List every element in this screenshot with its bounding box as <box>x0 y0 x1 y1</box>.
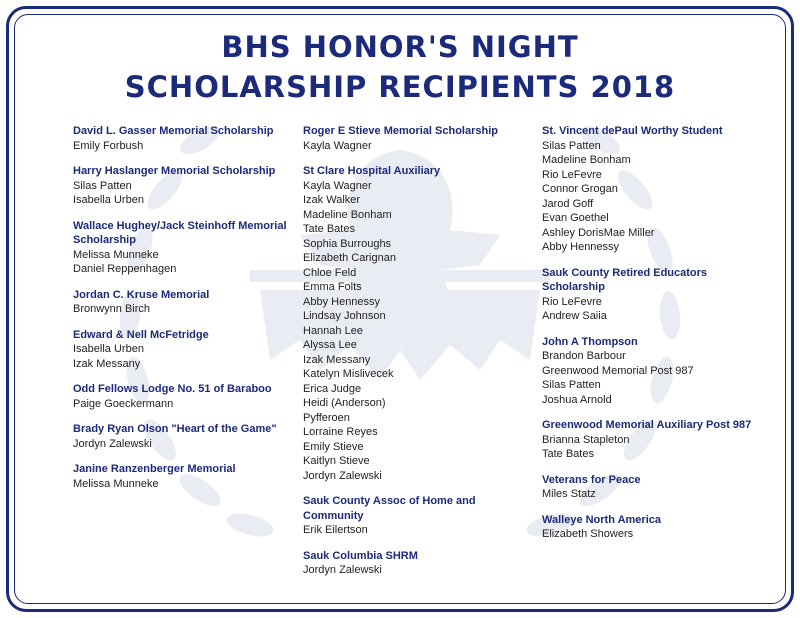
scholarship-entry <box>73 422 298 451</box>
recipient-name: Madeline Bonham <box>542 154 631 166</box>
recipient-name: Lindsay Johnson <box>303 310 386 322</box>
recipient-name: Tate Bates <box>303 223 355 235</box>
recipient-name: Melissa Munneke <box>73 248 159 261</box>
recipient-name: Erica Judge <box>303 382 362 395</box>
scholarship-title: Brady Ryan Olson "Heart of the Game" <box>73 423 277 435</box>
scholarship-entry <box>303 124 528 153</box>
scholarship-entry <box>73 382 298 411</box>
scholarship-title: Wallace Hughey/Jack Steinhoff Memorial Scholarship <box>73 219 287 246</box>
scholarship-title: David L. Gasser Memorial Scholarship <box>73 125 274 137</box>
recipient-name: Izak Messany <box>303 353 371 366</box>
scholarship-title: Sauk Columbia SHRM <box>303 549 418 562</box>
recipient-name: Kayla Wagner <box>303 139 372 152</box>
page-title-line-1: BHS HONOR'S NIGHT <box>221 30 579 64</box>
recipient-name: Elizabeth Carignan <box>303 252 396 264</box>
recipient-name: Isabella Urben <box>73 194 144 206</box>
recipient-name: Joshua Arnold <box>542 393 612 406</box>
scholarship-entry <box>303 549 528 578</box>
scholarship-title: Greenwood Memorial Auxiliary Post 987 <box>542 419 752 431</box>
scholarship-title: Edward & Nell McFetridge <box>73 328 209 341</box>
scholarship-title: Walleye North America <box>542 513 662 526</box>
scholarship-entry <box>303 494 528 538</box>
recipient-name: Melissa Munneke <box>73 477 159 490</box>
recipient-name: Brandon Barbour <box>542 350 626 362</box>
recipient-name: Miles Statz <box>542 488 596 500</box>
page-title-line-2: SCHOLARSHIP RECIPIENTS 2018 <box>124 70 676 104</box>
recipient-name: Ashley DorisMae Miller <box>542 226 655 239</box>
scholarship-entry <box>542 473 767 502</box>
column-1 <box>73 124 298 502</box>
recipient-name: Kaitlyn Stieve <box>303 455 370 467</box>
recipient-name: Paige Goeckermann <box>73 397 174 410</box>
recipient-name: Abby Hennessy <box>303 295 381 308</box>
recipient-name: Alyssa Lee <box>303 339 357 351</box>
recipient-name: Rio LeFevre <box>542 295 602 308</box>
recipient-name: Izak Messany <box>73 357 141 370</box>
recipient-name: Heidi (Anderson) <box>303 397 386 409</box>
recipient-name: Erik Eilertson <box>303 524 368 536</box>
recipient-name: Emma Folts <box>303 281 362 293</box>
scholarship-entry <box>73 164 298 208</box>
scholarship-entry <box>73 462 298 491</box>
scholarship-entry <box>542 266 767 324</box>
scholarship-title: St Clare Hospital Auxiliary <box>303 165 441 177</box>
recipient-name: Isabella Urben <box>73 343 144 355</box>
recipient-name: Rio LeFevre <box>542 168 602 181</box>
scholarship-entry <box>73 124 298 153</box>
scholarship-title: Roger E Stieve Memorial Scholarship <box>303 125 499 137</box>
scholarship-entry <box>542 124 767 255</box>
scholarship-title: St. Vincent dePaul Worthy Student <box>542 125 723 137</box>
recipient-name: Silas Patten <box>542 139 601 152</box>
scholarship-title: Sauk County Assoc of Home and Community <box>303 495 476 522</box>
recipient-name: Greenwood Memorial Post 987 <box>542 364 694 377</box>
recipient-name: Abby Hennessy <box>542 241 620 253</box>
scholarship-entry <box>303 164 528 483</box>
column-3 <box>542 124 767 553</box>
recipient-name: Tate Bates <box>542 448 594 460</box>
recipient-name: Katelyn Mislivecek <box>303 368 394 380</box>
recipient-name: Elizabeth Showers <box>542 528 634 540</box>
recipient-name: Izak Walker <box>303 194 361 206</box>
recipient-name: Pyfferoen <box>303 411 350 424</box>
scholarship-title: Sauk County Retired Educators Scholarship <box>542 266 708 293</box>
scholarship-entry <box>73 328 298 372</box>
scholarship-entry <box>542 513 767 542</box>
recipient-name: Emily Stieve <box>303 440 364 453</box>
recipient-name: Jarod Goff <box>542 197 594 210</box>
recipient-name: Evan Goethel <box>542 212 609 224</box>
recipient-name: Chloe Feld <box>303 266 357 279</box>
recipient-name: Jordyn Zalewski <box>303 469 382 482</box>
scholarship-title: Veterans for Peace <box>542 473 641 486</box>
recipient-name: Andrew Saiia <box>542 310 607 322</box>
recipient-name: Daniel Reppenhagen <box>73 263 177 275</box>
scholarship-title: John A Thompson <box>542 335 638 348</box>
recipient-name: Jordyn Zalewski <box>303 564 382 576</box>
scholarship-title: Jordan C. Kruse Memorial <box>73 288 210 301</box>
recipient-name: Emily Forbush <box>73 139 144 152</box>
recipient-name: Silas Patten <box>542 379 601 391</box>
scholarship-entry <box>73 288 298 317</box>
scholarship-title: Odd Fellows Lodge No. 51 of Baraboo <box>73 383 272 395</box>
column-2 <box>303 124 528 589</box>
recipient-name: Lorraine Reyes <box>303 426 378 438</box>
recipient-name: Hannah Lee <box>303 324 363 337</box>
scholarship-entry <box>542 335 767 408</box>
scholarship-entry <box>73 219 298 277</box>
recipient-name: Connor Grogan <box>542 183 618 195</box>
recipient-name: Madeline Bonham <box>303 208 392 221</box>
recipient-name: Jordyn Zalewski <box>73 437 152 450</box>
recipient-name: Kayla Wagner <box>303 179 372 192</box>
recipient-name: Sophia Burroughs <box>303 237 392 250</box>
recipient-name: Silas Patten <box>73 179 132 192</box>
scholarship-entry <box>542 418 767 462</box>
recipient-name: Bronwynn Birch <box>73 303 151 315</box>
scholarship-title: Janine Ranzenberger Memorial <box>73 463 236 475</box>
recipient-name: Brianna Stapleton <box>542 433 630 446</box>
scholarship-title: Harry Haslanger Memorial Scholarship <box>73 165 276 177</box>
